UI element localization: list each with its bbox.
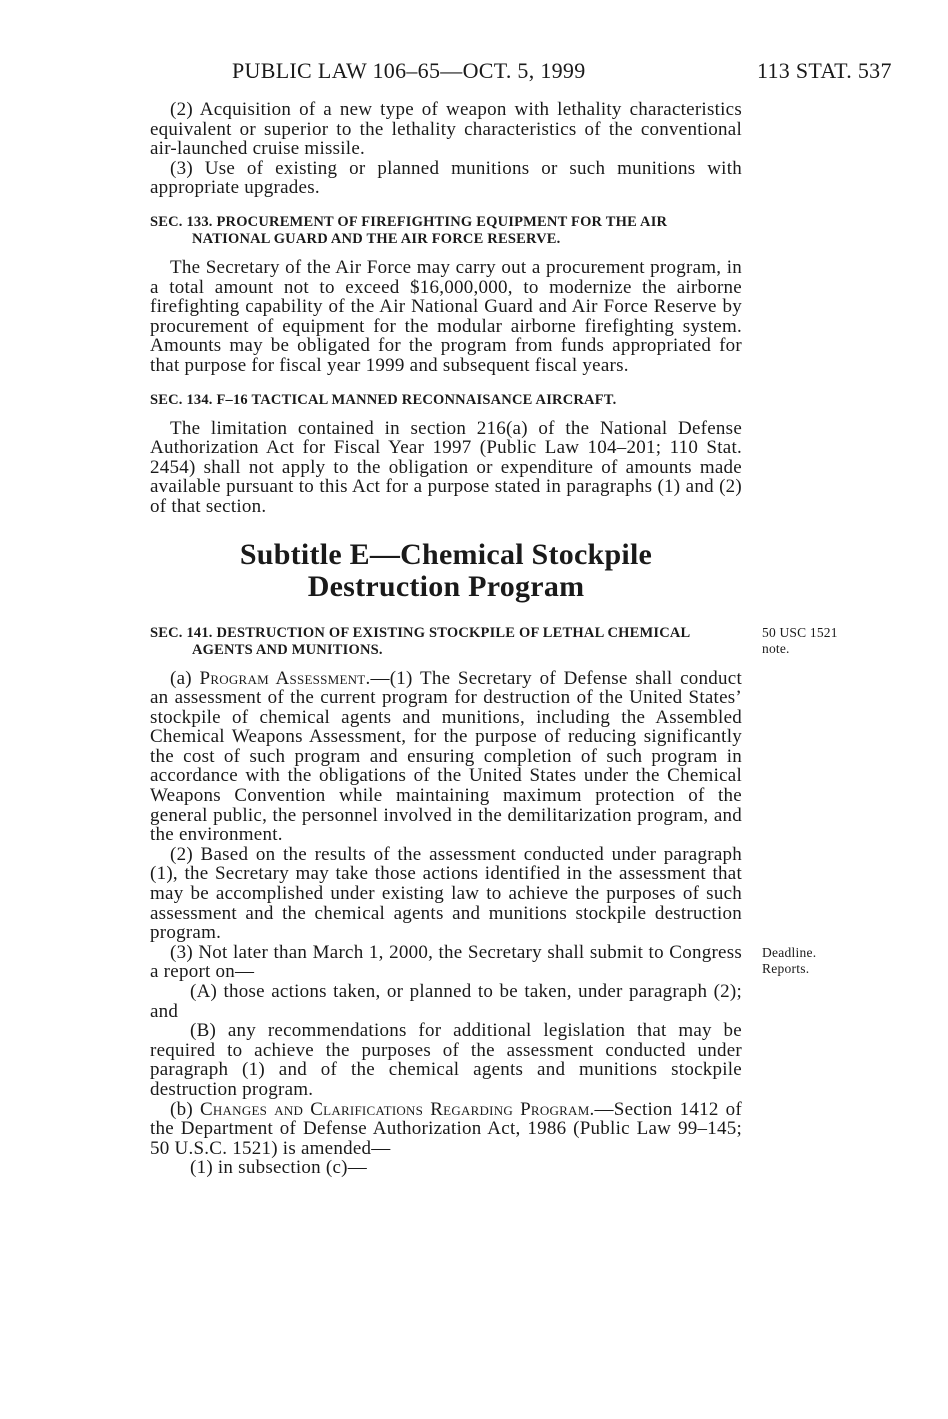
paragraph: (2) Based on the results of the assessment conducted under paragraph (1), the Secretary may take those actions identified in the assessment that may be accomplished under existing law to achieve the purposes of such assessment and the chemical agents and munitions stockpile destruction program. — [150, 843, 742, 944]
paragraph: (A) those actions taken, or planned to be taken, under paragraph (2); and — [150, 981, 742, 1022]
section-heading-141 — [150, 624, 838, 659]
section-title: DESTRUCTION OF EXISTING STOCKPILE OF LETHAL CHEMICAL AGENTS AND MUNITIONS. — [192, 624, 690, 658]
paragraph-prefix: (a) — [170, 667, 200, 689]
paragraph — [150, 1100, 742, 1159]
paragraph-heading: Changes and Clarifications Regarding Program. — [199, 1098, 595, 1120]
section-heading-134 — [150, 392, 742, 409]
section-heading-133 — [150, 214, 742, 248]
paragraph — [150, 669, 742, 845]
paragraph-text: —(1) The Secretary of Defense shall conduct an assessment of the current program for destruction of the United States’ stockpile of chemical agents and munitions, including the Assembled Chemical Weapons Assessment, for the purpose of reducing significantly the cost of such program and ensuring completion of such program in accordance with the obligations of the United States under the Chemical Weapons Convention while maintaining maximum protection of the general public, the personnel involved in the demilitarization program, and the environment. — [150, 667, 743, 846]
margin-note: Deadline. Reports. — [762, 944, 817, 976]
paragraph-heading: Program Assessment. — [199, 667, 371, 689]
paragraph: (1) in subsection (c)— — [190, 1157, 367, 1179]
document-body — [150, 99, 838, 1179]
paragraph: (B) any recommendations for additional legislation that may be required to achieve the purposes of the assessment conducted under paragraph (1) and of the chemical agents and munitions stockpile destruction program. — [150, 1020, 742, 1100]
paragraph-prefix: (b) — [170, 1098, 200, 1120]
paragraph: (2) Acquisition of a new type of weapon with lethality characteristics equivalent or superior to the lethality characteristics of the conventional air-launched cruise missile. — [150, 99, 742, 160]
page-citation: 113 STAT. 537 — [757, 58, 892, 83]
paragraph-text: (3) Not later than March 1, 2000, the Secretary shall submit to Congress a report on— — [150, 941, 742, 983]
section-number: SEC. 133. — [150, 213, 213, 230]
section-number: SEC. 134. — [150, 391, 213, 408]
paragraph — [150, 941, 817, 983]
margin-note: 50 USC 1521 note. — [762, 624, 838, 656]
paragraph: (3) Use of existing or planned munitions or such munitions with appropriate upgrades. — [150, 157, 742, 199]
paragraph: The limitation contained in section 216(a) of the National Defense Authorization Act for Fiscal Year 1997 (Public Law 104–201; 110 Stat. 2454) shall not apply to the obligation or expenditure of amounts made available pursuant to this Act for a purpose stated in paragraphs (1) and (2) of that section. — [150, 417, 742, 517]
section-title: PROCUREMENT OF FIREFIGHTING EQUIPMENT FOR THE AIR NATIONAL GUARD AND THE AIR FORCE RESERVE. — [192, 213, 668, 247]
paragraph: The Secretary of the Air Force may carry out a procurement program, in a total amount not to exceed $16,000,000, to modernize the airborne firefighting capability of the Air National Guard and Air Force Reserve by procurement of equipment for the modular airborne firefighting system. Amounts may be obligated for the program from funds appropriated for that purpose for fiscal year 1999 and subsequent fiscal years. — [150, 256, 742, 376]
running-header: PUBLIC LAW 106–65—OCT. 5, 1999 — [232, 58, 586, 83]
subtitle-heading: Subtitle E—Chemical Stockpile Destruction Program — [239, 537, 653, 603]
section-title: F–16 TACTICAL MANNED RECONNAISANCE AIRCRAFT. — [216, 391, 617, 408]
paragraph-text: —Section 1412 of the Department of Defense Authorization Act, 1986 (Public Law 99–145; 50 U.S.C. 1521) is amended— — [150, 1098, 742, 1159]
section-number: SEC. 141. — [150, 624, 213, 641]
